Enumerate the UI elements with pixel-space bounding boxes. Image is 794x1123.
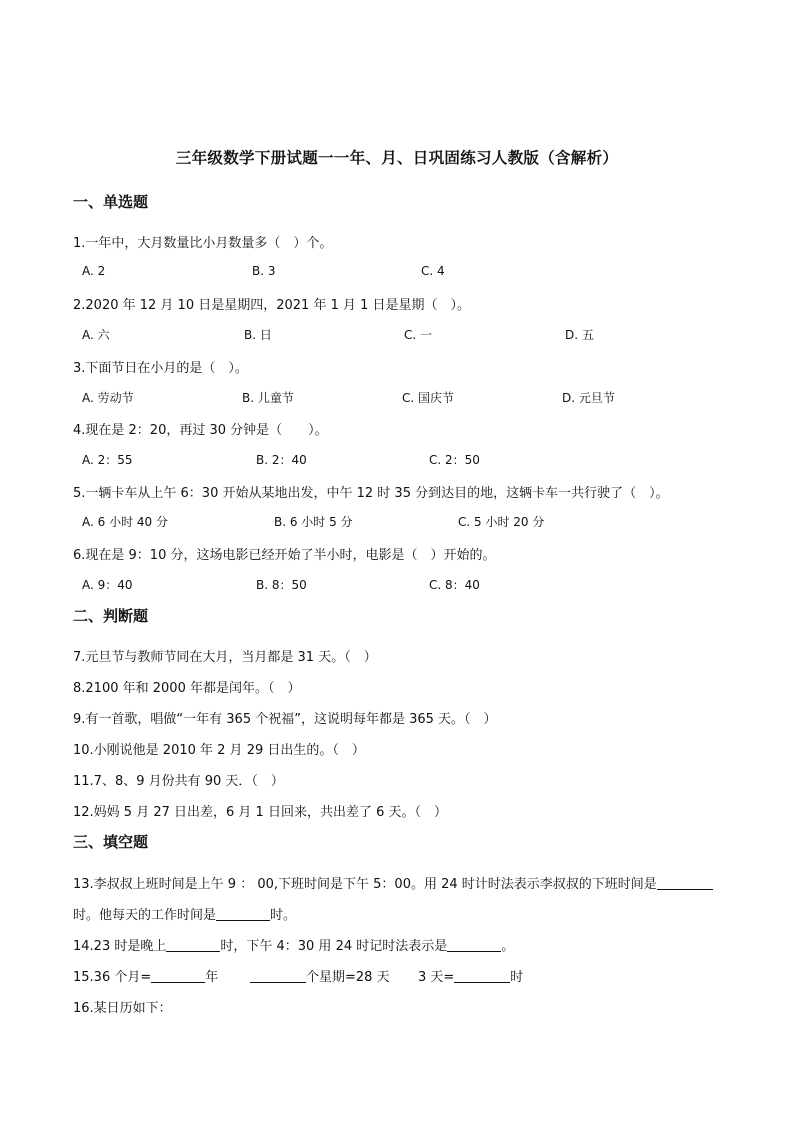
question-14 xyxy=(73,935,514,954)
q13-text-1: 13.李叔叔上班时间是上午 9 ： 00,下班时间是下午 5：00。用 24 时计时法表示李叔叔的下班时间是 xyxy=(73,877,657,892)
q2-option-d: D. 五 xyxy=(565,328,594,342)
q5-option-b: B. 6 小时 5 分 xyxy=(274,515,353,529)
q15-text-3: 个星期=28 天 xyxy=(306,970,390,985)
question-13-line-1 xyxy=(73,873,713,892)
question-10: 10.小刚说他是 2010 年 2 月 29 日出生的。（ ） xyxy=(73,743,365,758)
q15-text-2: 年 xyxy=(205,970,219,985)
q14-blank-2 xyxy=(447,938,501,952)
q6-option-c: C. 8：40 xyxy=(429,578,480,592)
question-13-line-2 xyxy=(73,904,296,923)
q15-text-1: 15.36 个月= xyxy=(73,970,152,985)
q15-blank-2 xyxy=(250,969,306,983)
q4-option-b: B. 2：40 xyxy=(256,453,307,467)
section-heading-fill-blank: 三、填空题 xyxy=(73,833,149,851)
q2-option-b: B. 日 xyxy=(244,328,272,342)
question-15-part-2 xyxy=(250,966,390,985)
question-2: 2.2020 年 12 月 10 日是星期四，2021 年 1 月 1 日是星期（ ）。 xyxy=(73,298,471,313)
question-8: 8.2100 年和 2000 年都是闰年。（ ） xyxy=(73,681,301,696)
question-15 xyxy=(73,966,218,985)
q14-text-3: 。 xyxy=(501,939,515,954)
question-16: 16.某日历如下： xyxy=(73,1001,172,1016)
q5-option-c: C. 5 小时 20 分 xyxy=(458,515,545,529)
q5-option-a: A. 6 小时 40 分 xyxy=(82,515,168,529)
q6-option-b: B. 8：50 xyxy=(256,578,307,592)
q1-option-a: A. 2 xyxy=(82,264,106,278)
section-heading-true-false: 二、判断题 xyxy=(73,607,149,625)
question-12: 12.妈妈 5 月 27 日出差，6 月 1 日回来，共出差了 6 天。（ ） xyxy=(73,805,447,820)
q13-text-3: 时。 xyxy=(270,908,297,923)
q2-option-c: C. 一 xyxy=(404,328,433,342)
question-3: 3.下面节日在小月的是（ ）。 xyxy=(73,361,248,376)
question-1: 1.一年中，大月数量比小月数量多（ ）个。 xyxy=(73,236,333,251)
q15-text-5: 时 xyxy=(510,970,524,985)
q4-option-c: C. 2：50 xyxy=(429,453,480,467)
q13-blank-1 xyxy=(657,876,713,890)
q14-text-2: 时，下午 4：30 用 24 时记时法表示是 xyxy=(220,939,448,954)
question-11: 11.7、8、9 月份共有 90 天．（ ） xyxy=(73,774,284,789)
question-5: 5.一辆卡车从上午 6：30 开始从某地出发，中午 12 时 35 分到达目的地，这辆卡车一共行驶了（ ）。 xyxy=(73,486,669,501)
q3-option-b: B. 儿童节 xyxy=(242,391,294,405)
q1-option-b: B. 3 xyxy=(252,264,276,278)
question-6: 6.现在是 9：10 分，这场电影已经开始了半小时，电影是（ ）开始的。 xyxy=(73,548,496,563)
question-15-part-3 xyxy=(418,966,523,985)
q15-blank-1 xyxy=(151,969,205,983)
q3-option-d: D. 元旦节 xyxy=(562,391,615,405)
section-heading-single-choice: 一、单选题 xyxy=(73,193,149,211)
q13-blank-2 xyxy=(216,907,270,921)
q3-option-a: A. 劳动节 xyxy=(82,391,134,405)
q13-text-2: 时。他每天的工作时间是 xyxy=(73,908,217,923)
question-7: 7.元旦节与教师节同在大月，当月都是 31 天。（ ） xyxy=(73,650,377,665)
q2-option-a: A. 六 xyxy=(82,328,110,342)
q15-blank-3 xyxy=(454,969,510,983)
q14-blank-1 xyxy=(166,938,220,952)
q4-option-a: A. 2：55 xyxy=(82,453,133,467)
q14-text-1: 14.23 时是晚上 xyxy=(73,939,167,954)
q15-text-4: 3 天= xyxy=(418,970,455,985)
q1-option-c: C. 4 xyxy=(421,264,445,278)
page-title: 三年级数学下册试题一一年、月、日巩固练习人教版（含解析） xyxy=(175,149,619,167)
q6-option-a: A. 9：40 xyxy=(82,578,133,592)
question-4: 4.现在是 2：20，再过 30 分钟是（ ）。 xyxy=(73,423,328,438)
q3-option-c: C. 国庆节 xyxy=(402,391,455,405)
question-9: 9.有一首歌，唱做“一年有 365 个祝福”，这说明每年都是 365 天。（ ） xyxy=(73,712,497,727)
